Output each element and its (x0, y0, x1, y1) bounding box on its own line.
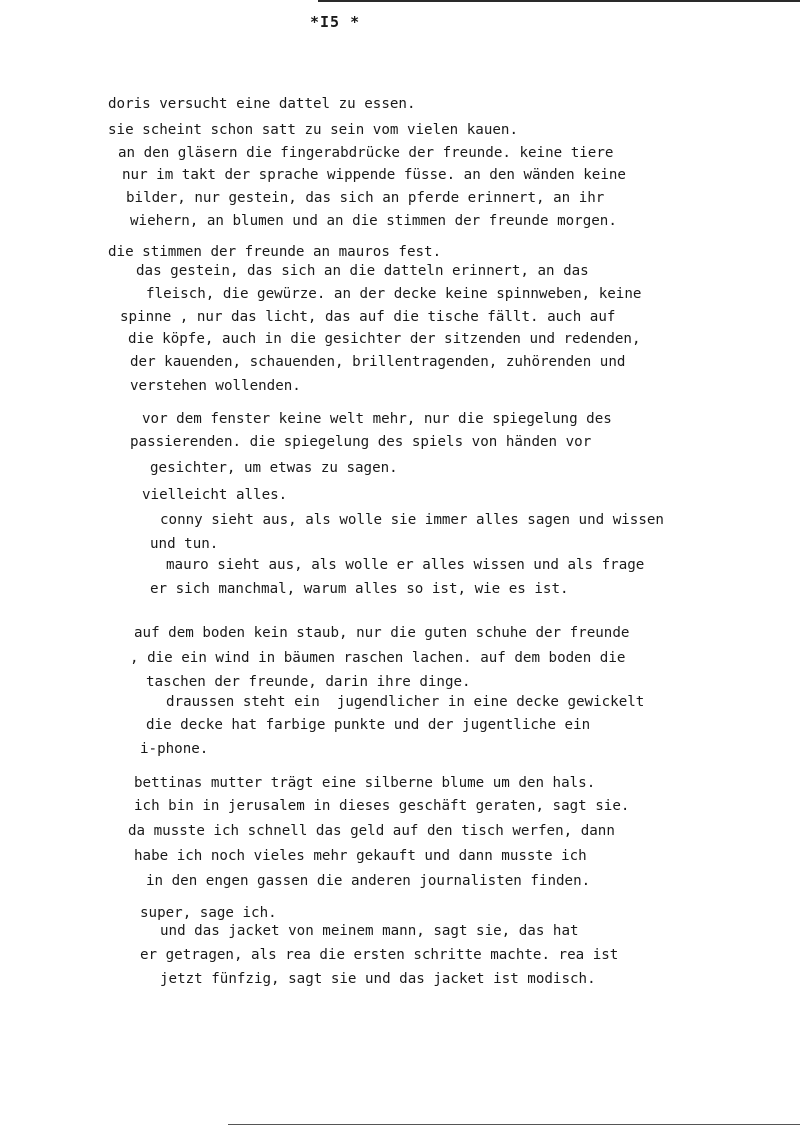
text-line: er getragen, als rea die ersten schritte machte. rea ist (140, 947, 619, 963)
text-line: i-phone. (140, 741, 209, 757)
text-line: passierenden. die spiegelung des spiels von händen vor (130, 434, 592, 450)
text-line: verstehen wollenden. (130, 378, 301, 394)
text-line: bilder, nur gestein, das sich an pferde erinnert, an ihr (126, 190, 605, 206)
text-line: spinne , nur das licht, das auf die tische fällt. auch auf (120, 309, 616, 325)
text-line: in den engen gassen die anderen journalisten finden. (146, 873, 591, 889)
text-line: der kauenden, schauenden, brillentragenden, zuhörenden und (130, 354, 626, 370)
text-line: an den gläsern die fingerabdrücke der freunde. keine tiere (118, 145, 614, 161)
text-line: jetzt fünfzig, sagt sie und das jacket ist modisch. (160, 971, 596, 987)
text-line: da musste ich schnell das geld auf den tisch werfen, dann (128, 823, 615, 839)
text-line: fleisch, die gewürze. an der decke keine spinnweben, keine (146, 286, 642, 302)
text-line: bettinas mutter trägt eine silberne blume um den hals. (134, 775, 596, 791)
text-line: vor dem fenster keine welt mehr, nur die spiegelung des (142, 411, 612, 427)
text-line: und tun. (150, 536, 219, 552)
text-line: conny sieht aus, als wolle sie immer alles sagen und wissen (160, 512, 664, 528)
text-line: , die ein wind in bäumen raschen lachen. auf dem boden die (130, 650, 626, 666)
text-line: taschen der freunde, darin ihre dinge. (146, 674, 471, 690)
text-line: habe ich noch vieles mehr gekauft und dann musste ich (134, 848, 587, 864)
text-line: die köpfe, auch in die gesichter der sitzenden und redenden, (128, 331, 641, 347)
text-line: gesichter, um etwas zu sagen. (150, 460, 398, 476)
top-rule (318, 0, 800, 2)
text-line: mauro sieht aus, als wolle er alles wissen und als frage (166, 557, 645, 573)
text-line: die decke hat farbige punkte und der jugentliche ein (146, 717, 591, 733)
text-line: nur im takt der sprache wippende füsse. an den wänden keine (122, 167, 626, 183)
text-line: vielleicht alles. (142, 487, 288, 503)
text-line: sie scheint schon satt zu sein vom vielen kauen. (108, 122, 518, 138)
page-number: *I5 * (310, 13, 361, 31)
text-line: das gestein, das sich an die datteln erinnert, an das (136, 263, 589, 279)
text-line: die stimmen der freunde an mauros fest. (108, 244, 442, 260)
text-line: doris versucht eine dattel zu essen. (108, 96, 416, 112)
text-line: draussen steht ein jugendlicher in eine decke gewickelt (166, 694, 645, 710)
text-line: wiehern, an blumen und an die stimmen der freunde morgen. (130, 213, 617, 229)
text-line: auf dem boden kein staub, nur die guten schuhe der freunde (134, 625, 630, 641)
text-line: er sich manchmal, warum alles so ist, wie es ist. (150, 581, 569, 597)
text-line: ich bin in jerusalem in dieses geschäft geraten, sagt sie. (134, 798, 630, 814)
bottom-rule (228, 1124, 800, 1125)
text-line: und das jacket von meinem mann, sagt sie, das hat (160, 923, 579, 939)
text-line: super, sage ich. (140, 905, 277, 921)
